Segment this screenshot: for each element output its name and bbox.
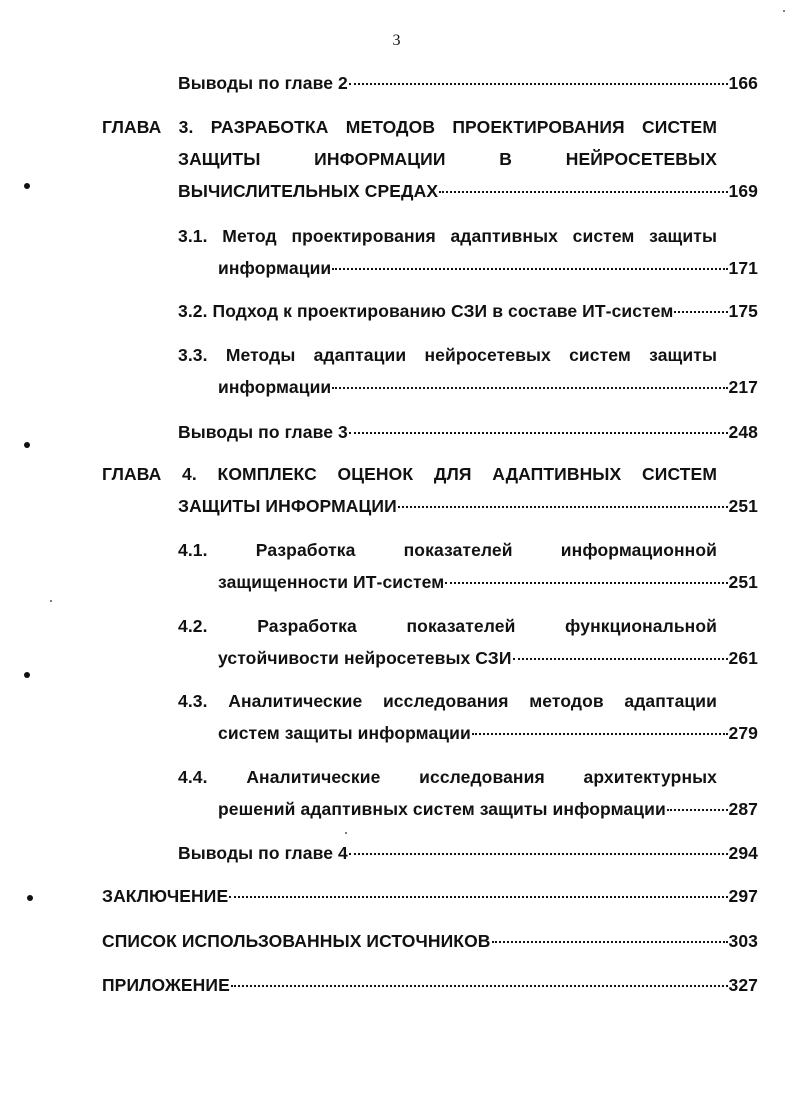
- toc-entry-title: ЗАЩИТЫ ИНФОРМАЦИИ: [178, 496, 397, 516]
- toc-chapter4-line1[interactable]: ГЛАВА 4. КОМПЛЕКС ОЦЕНОК ДЛЯ АДАПТИВНЫХ СИСТЕМ: [102, 464, 717, 484]
- toc-entry-page: 327: [728, 975, 758, 995]
- scan-mark: [24, 672, 30, 678]
- toc-chapter4-line2[interactable]: [178, 493, 758, 519]
- dot-leader: [229, 895, 727, 898]
- toc-entry-page: 217: [728, 377, 758, 397]
- toc-section-4-3-line2[interactable]: [218, 720, 758, 746]
- dot-leader: [445, 581, 727, 584]
- toc-entry-title: систем защиты информации: [218, 723, 471, 743]
- toc-entry-page: 248: [728, 422, 758, 442]
- dot-leader: [332, 267, 727, 270]
- toc-chapter3-line3[interactable]: [178, 178, 758, 204]
- toc-section-4-3-line1[interactable]: 4.3. Аналитические исследования методов адаптации: [178, 691, 717, 711]
- toc-chapter3-line2[interactable]: ЗАЩИТЫ ИНФОРМАЦИИ В НЕЙРОСЕТЕВЫХ: [178, 149, 717, 169]
- scan-mark: [24, 442, 30, 448]
- toc-section-3-3-line1[interactable]: 3.3. Методы адаптации нейросетевых систем защиты: [178, 345, 717, 365]
- dot-leader: [398, 505, 728, 508]
- toc-section-4-1-line1[interactable]: 4.1. Разработка показателей информационной: [178, 540, 717, 560]
- scan-mark: [24, 183, 30, 189]
- toc-section-4-2-line2[interactable]: [218, 645, 758, 671]
- toc-entry-page: 303: [728, 931, 758, 951]
- toc-entry-title: устойчивости нейросетевых СЗИ: [218, 648, 512, 668]
- toc-entry-page: 261: [728, 648, 758, 668]
- dot-leader: [349, 82, 728, 85]
- toc-entry-title: защищенности ИТ-систем: [218, 572, 445, 592]
- toc-entry-title: ВЫЧИСЛИТЕЛЬНЫХ СРЕДАХ: [178, 181, 439, 201]
- toc-entry-page: 297: [728, 886, 758, 906]
- toc-entry-title: ЗАКЛЮЧЕНИЕ: [102, 886, 229, 906]
- toc-section-3-1-line2[interactable]: [218, 255, 758, 281]
- dot-leader: [472, 732, 728, 735]
- toc-section-4-1-line2[interactable]: [218, 569, 758, 595]
- dot-leader: [439, 190, 727, 193]
- dot-leader: [349, 431, 728, 434]
- scan-mark: [27, 895, 33, 901]
- scan-speck: [50, 600, 52, 602]
- toc-entry-title: Выводы по главе 4: [178, 843, 348, 863]
- toc-entry-title: информации: [218, 377, 332, 397]
- toc-entry-page: 175: [728, 301, 758, 321]
- dot-leader: [231, 984, 728, 987]
- toc-entry-page: 171: [728, 258, 758, 278]
- toc-entry-title: ПРИЛОЖЕНИЕ: [102, 975, 230, 995]
- toc-entry-page: 279: [728, 723, 758, 743]
- page-number: 3: [392, 32, 401, 49]
- dot-leader: [513, 657, 728, 660]
- toc-entry-title: 3.2. Подход к проектированию СЗИ в составе ИТ-систем: [178, 301, 674, 321]
- toc-entry-references[interactable]: [102, 928, 758, 954]
- toc-entry-title: решений адаптивных систем защиты информации: [218, 799, 666, 819]
- toc-section-3-2[interactable]: [178, 298, 758, 324]
- toc-section-4-2-line1[interactable]: 4.2. Разработка показателей функциональной: [178, 616, 717, 636]
- toc-entry-conclusion[interactable]: [102, 883, 758, 909]
- dot-leader: [674, 310, 727, 313]
- toc-entry-page: 287: [728, 799, 758, 819]
- toc-section-4-4-line1[interactable]: 4.4. Аналитические исследования архитектурных: [178, 767, 717, 787]
- toc-section-3-3-line2[interactable]: [218, 374, 758, 400]
- toc-entry-ch3-conclusions[interactable]: [178, 419, 758, 445]
- toc-section-3-1-line1[interactable]: 3.1. Метод проектирования адаптивных систем защиты: [178, 226, 717, 246]
- toc-entry-page: 294: [728, 843, 758, 863]
- toc-entry-title: Выводы по главе 3: [178, 422, 348, 442]
- toc-chapter3-line1[interactable]: ГЛАВА 3. РАЗРАБОТКА МЕТОДОВ ПРОЕКТИРОВАНИЯ СИСТЕМ: [102, 117, 717, 137]
- dot-leader: [332, 386, 727, 389]
- toc-entry-title: СПИСОК ИСПОЛЬЗОВАННЫХ ИСТОЧНИКОВ: [102, 931, 491, 951]
- scan-speck: [783, 10, 785, 12]
- dot-leader: [349, 852, 728, 855]
- dot-leader: [492, 940, 728, 943]
- toc-entry-ch2-conclusions[interactable]: [178, 70, 758, 96]
- toc-entry-ch4-conclusions[interactable]: [178, 840, 758, 866]
- toc-entry-page: 251: [728, 496, 758, 516]
- toc-entry-title: информации: [218, 258, 332, 278]
- toc-entry-page: 251: [728, 572, 758, 592]
- toc-entry-page: 169: [728, 181, 758, 201]
- toc-section-4-4-line2[interactable]: [218, 796, 758, 822]
- toc-entry-title: Выводы по главе 2: [178, 73, 348, 93]
- toc-entry-appendix[interactable]: [102, 972, 758, 998]
- dot-leader: [667, 808, 728, 811]
- toc-entry-page: 166: [728, 73, 758, 93]
- scan-speck: [345, 832, 347, 834]
